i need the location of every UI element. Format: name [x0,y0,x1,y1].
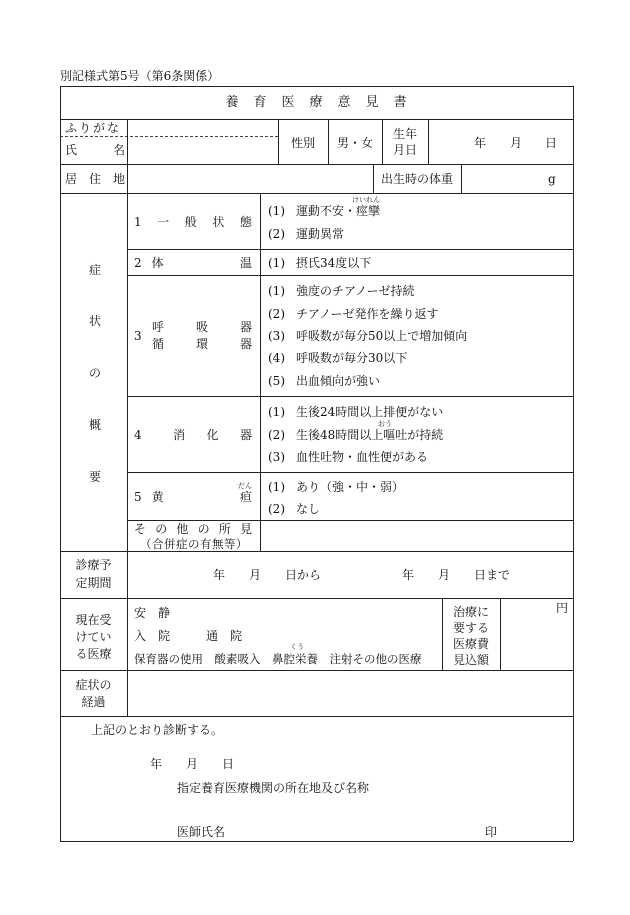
table-border-top [60,86,573,87]
category-general-c4: 態 [239,215,252,229]
digestive-item-1-no: (1) [268,405,285,419]
table-border-bottom [60,841,573,842]
rule-progress-bottom [60,716,573,717]
address-field[interactable] [129,166,372,192]
period-label-2: 定期間 [75,576,112,590]
rule-v-address-label [127,164,128,193]
circ-c3: 器 [239,337,252,351]
category-temperature-c1: 体 [151,256,164,270]
circ-c2: 環 [195,337,208,351]
resp-item-4[interactable]: 呼吸数が毎分30以下 [296,351,408,365]
birth-label-2: 月日 [392,143,417,157]
category-jaundice-no: 5 [134,490,142,504]
other-c4: の [197,522,210,536]
resp-item-2-no: (2) [268,307,285,321]
current-label-2: けてい [75,630,112,644]
category-digestive-c1: 消 [173,428,186,442]
furigana-field[interactable] [129,121,277,135]
ruby-keiren: けいれん [352,196,380,204]
other-c6: 見 [239,522,252,536]
rule-h-digestive [127,472,573,473]
other-c5: 所 [218,522,231,536]
rule-v-symptoms-items [260,193,261,551]
digestive-item-3-no: (3) [268,450,285,464]
rule-furigana [60,136,278,137]
general-item-1-no: (1) [268,204,285,218]
symptoms-side-char-4: 概 [89,418,102,432]
birth-month-unit: 月 [510,136,523,150]
resp-c1: 呼 [152,320,165,334]
rule-v-symptoms-side [127,193,128,551]
rule-address-bottom [60,193,573,194]
resp-item-5[interactable]: 出血傾向が強い [296,374,381,388]
cost-unit: 円 [556,601,569,615]
other-findings-field[interactable] [262,522,572,550]
institution-label: 指定養育医療機関の所在地及び名称 [177,781,370,795]
resp-c3: 器 [239,320,252,334]
category-digestive-c2: 化 [206,428,219,442]
category-general-no: 1 [134,215,142,229]
rule-v-name-label [127,119,128,164]
rule-v-lower-labels [127,551,128,716]
birth-year-unit: 年 [474,136,487,150]
cost-label-3: 医療費 [452,637,489,651]
digestive-item-3[interactable]: 血性吐物・血性便がある [296,450,429,464]
name-field[interactable] [129,138,277,163]
category-jaundice-c2: 疸 [239,490,252,504]
current-treatments[interactable]: 保育器の使用 酸素吸入 鼻腔栄養 注射その他の医療 [134,652,422,666]
resp-item-3-no: (3) [268,329,285,343]
progress-field[interactable] [129,672,572,715]
diagnosis-statement: 上記のとおり診断する。 [91,723,224,737]
period-label-1: 診療予 [75,558,112,572]
rule-h-respiratory [127,396,573,397]
category-digestive-c3: 器 [239,428,252,442]
other-c2: の [155,522,168,536]
jaundice-item-1-no: (1) [268,480,285,494]
category-temperature [134,256,252,270]
temperature-item-1-no: (1) [268,256,285,270]
category-general-c1: 一 [157,215,170,229]
category-respiratory-line2 [152,337,252,351]
category-respiratory-line1 [152,320,252,334]
resp-item-5-no: (5) [268,374,285,388]
jaundice-item-1[interactable]: あり（強・中・弱） [296,480,405,494]
jaundice-item-2-no: (2) [268,502,285,516]
category-general-c3: 状 [212,215,225,229]
symptoms-side-char-2: 状 [89,314,102,328]
resp-c2: 吸 [195,320,208,334]
rule-v-birth-mid [428,119,429,164]
symptoms-side-char-1: 症 [89,263,102,277]
rule-symptoms-bottom [60,551,573,552]
circ-c1: 循 [152,337,165,351]
sex-options[interactable]: 男・女 [336,136,373,150]
weight-unit: g [548,172,556,186]
table-border-right [573,86,574,841]
other-c1: そ [134,522,147,536]
resp-item-4-no: (4) [268,351,285,365]
resp-item-1-no: (1) [268,284,285,298]
table-border-left [60,86,61,841]
current-label-1: 現在受 [75,613,112,627]
doctor-name-label: 医師氏名 [177,825,226,839]
ruby-dan: だん [238,482,252,490]
digestive-item-2-no: (2) [268,428,285,442]
rule-h-temperature [127,275,573,276]
cost-label-2: 要する [452,621,489,635]
category-jaundice [134,490,252,504]
resp-item-3[interactable]: 呼吸数が毎分50以上で増加傾向 [296,329,468,343]
rule-period-bottom [60,598,573,599]
form-number-label: 別記様式第5号（第6条関係） [60,69,220,83]
period-from[interactable]: 年 月 日から [213,568,322,582]
general-item-1[interactable]: 運動不安・痙攣 [296,204,381,218]
general-item-2-no: (2) [268,227,285,241]
general-item-2[interactable]: 運動異常 [296,227,345,241]
other-findings-line1 [134,522,252,536]
jaundice-item-2[interactable]: なし [296,502,321,516]
rule-v-cost-mid [500,598,501,670]
birth-label-1: 生年 [392,127,417,141]
resp-item-1[interactable]: 強度のチアノーゼ持続 [296,284,415,298]
current-rest[interactable]: 安 静 [134,606,171,620]
period-to[interactable]: 年 月 日まで [402,568,511,582]
rule-h-jaundice [127,520,573,521]
resp-item-2[interactable]: チアノーゼ発作を繰り返す [296,307,439,321]
progress-label-2: 経過 [81,695,106,709]
name-label: 氏 名 [65,143,126,157]
symptoms-side-char-5: 要 [89,470,102,484]
rule-name-bottom [60,164,573,165]
category-general-c2: 般 [184,215,197,229]
ruby-ou: おう [378,420,392,428]
ruby-kuu: くう [290,643,304,651]
diagnosis-date[interactable]: 年 月 日 [150,757,235,771]
category-digestive-no: 4 [134,428,142,442]
form-title: 養 育 医 療 意 見 書 [225,95,408,110]
address-label: 居 住 地 [65,172,126,186]
cost-label-1: 治療に [452,605,489,619]
category-temperature-c2: 温 [239,256,252,270]
rule-v-birth-left [382,119,383,164]
progress-label-1: 症状の [75,678,112,692]
symptoms-side-char-3: の [89,366,102,380]
temperature-item-1[interactable]: 摂氏34度以下 [296,256,372,270]
current-label-3: る医療 [75,647,112,661]
rule-title-bottom [60,119,573,120]
seal-mark: 印 [485,825,498,839]
cost-label-4: 見込額 [452,653,489,667]
birth-day-unit: 日 [545,136,558,150]
furigana-label: ふりがな [65,121,122,135]
rule-h-general [127,249,573,250]
category-respiratory-no: 3 [134,329,142,343]
category-jaundice-c1: 黄 [151,490,164,504]
sex-label: 性別 [290,136,315,150]
rule-v-weight-mid [461,164,462,193]
other-c3: 他 [176,522,189,536]
category-digestive [134,428,252,442]
rule-current-bottom [60,670,573,671]
current-hospital[interactable]: 入 院 通 院 [134,629,243,643]
category-temperature-no: 2 [134,256,142,270]
other-findings-line2: （合併症の有無等） [140,537,248,551]
category-general [134,215,252,229]
digestive-item-2[interactable]: 生後48時間以上嘔吐が持続 [296,428,444,442]
digestive-item-1[interactable]: 生後24時間以上排便がない [296,405,444,419]
birth-weight-label: 出生時の体重 [380,172,453,186]
